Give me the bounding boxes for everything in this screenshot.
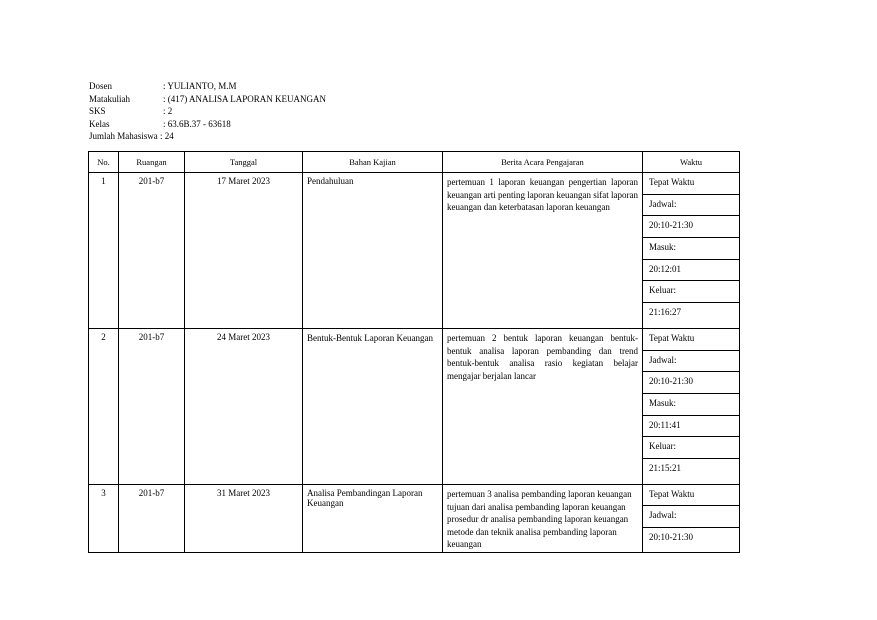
cell-waktu: [643, 329, 740, 485]
waktu-jadwal-label: Jadwal:: [643, 351, 739, 373]
matakuliah-label: Matakuliah: [89, 93, 130, 104]
waktu-keluar-label: Keluar:: [643, 437, 739, 459]
waktu-jadwal-value: 20:10-21:30: [649, 531, 693, 542]
cell-no: 3: [89, 485, 119, 553]
dosen-row: [89, 80, 326, 93]
column-header-waktu: Waktu: [643, 152, 740, 173]
kelas-value: : 63.6B.37 - 63618: [163, 118, 231, 129]
cell-tanggal: 24 Maret 2023: [185, 329, 303, 485]
waktu-jadwal-label: Jadwal:: [643, 506, 739, 527]
column-header-berita-acara: Berita Acara Pengajaran: [443, 152, 643, 173]
waktu-jadwal-value: 20:10-21:30: [643, 216, 739, 238]
table-row: [89, 329, 740, 485]
waktu-keluar-value: 21:16:27: [649, 307, 682, 318]
cell-bahan-kajian: Analisa Pembandingan Laporan Keuangan: [303, 485, 443, 553]
waktu-jadwal-value: 20:10-21:30: [643, 372, 739, 394]
sks-value: : 2: [163, 106, 173, 116]
cell-bahan-kajian: Bentuk-Bentuk Laporan Keuangan: [303, 329, 443, 485]
waktu-jadwal-label: Jadwal:: [643, 195, 739, 217]
sks-row: [89, 105, 326, 118]
cell-ruangan: 201-b7: [119, 173, 185, 329]
column-header-ruangan: Ruangan: [119, 152, 185, 173]
matakuliah-value: : (417) ANALISA LAPORAN KEUANGAN: [163, 93, 326, 104]
column-header-bahan-kajian: Bahan Kajian: [303, 152, 443, 173]
waktu-masuk-label: Masuk:: [643, 394, 739, 416]
dosen-value: : YULIANTO, M.M: [163, 81, 237, 91]
table-row: [89, 485, 740, 553]
cell-waktu: [643, 485, 740, 553]
cell-tanggal: 31 Maret 2023: [185, 485, 303, 553]
cell-no: 2: [89, 329, 119, 485]
cell-ruangan: 201-b7: [119, 329, 185, 485]
dosen-label: Dosen: [89, 81, 112, 91]
column-header-tanggal: Tanggal: [185, 152, 303, 173]
cell-berita-acara: pertemuan 2 bentuk laporan keuangan bentuk-bentuk analisa laporan pembanding dan trend bentuk-bentuk analisa rasio kegiatan belajar mengajar berjalan lancar: [443, 329, 643, 485]
cell-ruangan: 201-b7: [119, 485, 185, 553]
jumlah-mahasiswa: Jumlah Mahasiswa : 24: [89, 131, 174, 141]
document-header: [89, 80, 326, 143]
waktu-masuk-value: 20:11:41: [643, 416, 739, 438]
cell-tanggal: 17 Maret 2023: [185, 173, 303, 329]
cell-berita-acara: pertemuan 3 analisa pembanding laporan keuangan tujuan dari analisa pembanding laporan keuangan prosedur dr analisa pembanding laporan keuangan metode dan teknik analisa pembanding laporan keuangan: [443, 485, 643, 553]
attendance-table: [88, 151, 740, 553]
table-row: [89, 173, 740, 329]
cell-bahan-kajian: Pendahuluan: [303, 173, 443, 329]
cell-waktu: [643, 173, 740, 329]
cell-no: 1: [89, 173, 119, 329]
waktu-status: Tepat Waktu: [643, 485, 739, 506]
waktu-status: Tepat Waktu: [643, 173, 739, 195]
matakuliah-row: [89, 93, 326, 106]
waktu-keluar-value: 21:15:21: [649, 463, 682, 474]
cell-berita-acara: pertemuan 1 laporan keuangan pengertian laporan keuangan arti penting laporan keuangan sifat laporan keuangan dan keterbatasan laporan keuangan: [443, 173, 643, 329]
waktu-masuk-label: Masuk:: [643, 238, 739, 260]
sks-label: SKS: [89, 106, 106, 116]
waktu-masuk-value: 20:12:01: [643, 260, 739, 282]
waktu-keluar-label: Keluar:: [643, 281, 739, 303]
kelas-row: [89, 118, 326, 131]
kelas-label: Kelas: [89, 118, 110, 129]
table-header-row: [89, 152, 740, 173]
waktu-status: Tepat Waktu: [643, 329, 739, 351]
column-header-no: No.: [89, 152, 119, 173]
